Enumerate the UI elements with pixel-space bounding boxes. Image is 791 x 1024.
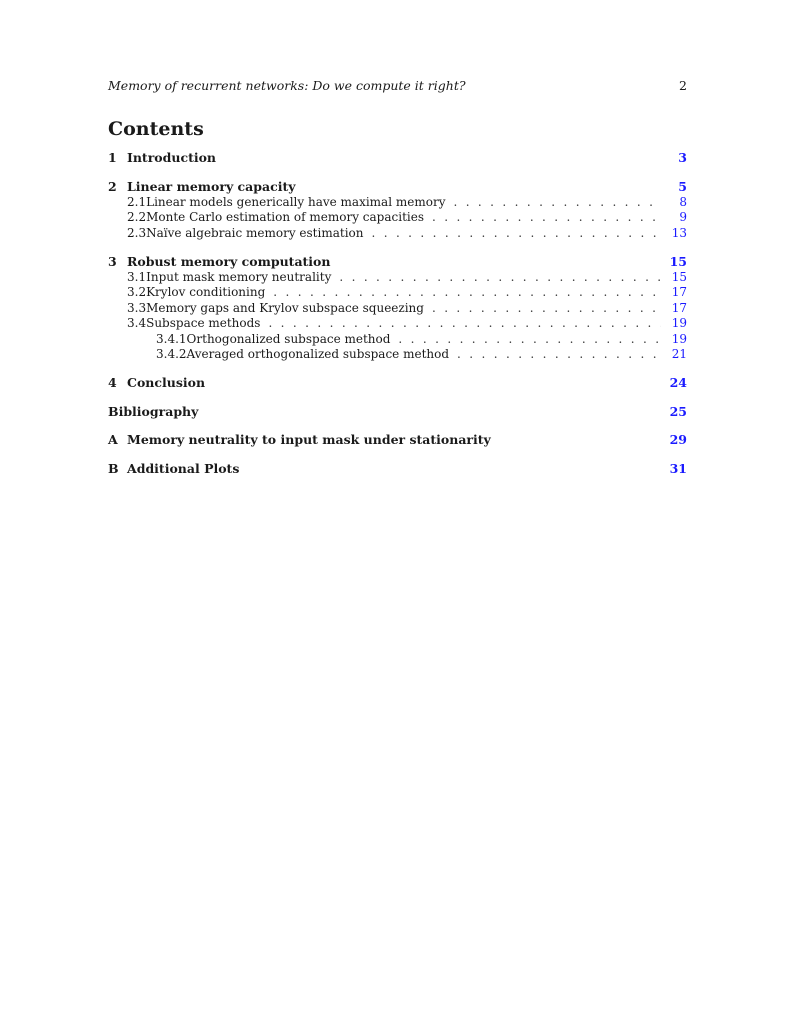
toc-entry-label: Krylov conditioning [146, 285, 266, 299]
page-number: 2 [679, 78, 687, 93]
toc-entry[interactable] [108, 195, 687, 211]
toc-entry-label: Memory neutrality to input mask under stationarity [127, 432, 491, 447]
toc-page-link[interactable]: 25 [669, 403, 687, 419]
toc-page-link[interactable]: 3 [678, 150, 687, 165]
toc-page-link[interactable]: 8 [679, 194, 687, 209]
toc-page-link[interactable]: 29 [669, 432, 687, 447]
toc-page-link[interactable]: 15 [671, 269, 687, 284]
toc-entry[interactable] [108, 285, 687, 301]
toc-page-link[interactable]: 15 [669, 253, 687, 269]
toc-page-link[interactable]: 17 [671, 285, 687, 299]
toc-entry-label: Additional Plots [127, 460, 240, 476]
toc-entry[interactable] [108, 347, 687, 363]
toc-entry-number: 3 [108, 253, 117, 269]
toc-page-link[interactable]: 21 [671, 347, 687, 361]
toc-entry-label: Subspace methods [146, 316, 261, 330]
toc-entry-number: 3.2 [127, 285, 147, 299]
toc-entry[interactable] [108, 461, 687, 477]
toc-leader-dots [339, 270, 661, 286]
toc-entry[interactable] [108, 226, 687, 242]
toc-entry-label: Averaged orthogonalized subspace method [186, 347, 450, 361]
toc-leader-dots [268, 316, 661, 332]
toc-entry-number: 3.4.1 [156, 331, 187, 346]
toc-entry-number: 2 [108, 178, 117, 194]
toc-entry-number: 4 [108, 375, 117, 390]
toc-entry[interactable] [108, 150, 687, 166]
toc-entry-number: 3.1 [127, 269, 147, 284]
toc-entry[interactable] [108, 316, 687, 332]
toc-leader-dots [432, 210, 661, 226]
toc-page-link[interactable]: 17 [671, 300, 687, 315]
toc-page-link[interactable]: 5 [678, 178, 687, 194]
toc-leader-dots [457, 347, 661, 363]
toc-entry[interactable] [108, 332, 687, 348]
toc-leader-dots [398, 332, 661, 348]
toc-entry-number: B [108, 460, 119, 476]
toc-entry-number: 3.3 [127, 300, 147, 315]
toc-page-link[interactable]: 19 [671, 331, 687, 346]
toc-entry-label: Orthogonalized subspace method [186, 331, 391, 346]
toc-entry-label: Linear models generically have maximal memory [146, 194, 446, 209]
toc-leader-dots [273, 285, 661, 301]
toc-entry-label: Monte Carlo estimation of memory capacities [146, 210, 424, 224]
running-title: Memory of recurrent networks: Do we compute it right? [108, 78, 466, 93]
toc-entry-label: Naïve algebraic memory estimation [146, 225, 364, 240]
toc-entry-number: 3.4 [127, 316, 147, 330]
toc-entry[interactable] [108, 404, 687, 420]
toc-entry[interactable] [108, 254, 687, 270]
toc-entry-label: Input mask memory neutrality [146, 269, 332, 284]
toc-entry-label: Conclusion [127, 375, 206, 390]
toc-entry[interactable] [108, 270, 687, 286]
toc-entry[interactable] [108, 432, 687, 448]
toc-entry-number: 2.3 [127, 225, 147, 240]
toc-entry-number: 3.4.2 [156, 347, 187, 361]
table-of-contents [108, 150, 687, 477]
toc-entry-label: Robust memory computation [127, 253, 331, 269]
toc-entry[interactable] [108, 301, 687, 317]
toc-entry-label: Introduction [127, 150, 217, 165]
toc-entry[interactable] [108, 375, 687, 391]
toc-entry-number: 2.1 [127, 194, 147, 209]
toc-entry-number: 2.2 [127, 210, 147, 224]
toc-entry-label: Bibliography [108, 403, 199, 419]
toc-page-link[interactable]: 31 [669, 460, 687, 476]
contents-heading: Contents [108, 118, 204, 140]
toc-leader-dots [371, 226, 661, 242]
toc-leader-dots [453, 195, 661, 211]
toc-entry-number: A [108, 432, 118, 447]
toc-page-link[interactable]: 24 [669, 375, 687, 390]
toc-entry-label: Linear memory capacity [127, 178, 296, 194]
running-header [108, 78, 687, 93]
toc-page-link[interactable]: 19 [671, 316, 687, 330]
toc-page-link[interactable]: 13 [671, 225, 687, 240]
toc-leader-dots [432, 301, 661, 317]
toc-page-link[interactable]: 9 [679, 210, 687, 224]
toc-entry[interactable] [108, 210, 687, 226]
toc-entry[interactable] [108, 179, 687, 195]
toc-entry-label: Memory gaps and Krylov subspace squeezing [146, 300, 424, 315]
toc-entry-number: 1 [108, 150, 117, 165]
